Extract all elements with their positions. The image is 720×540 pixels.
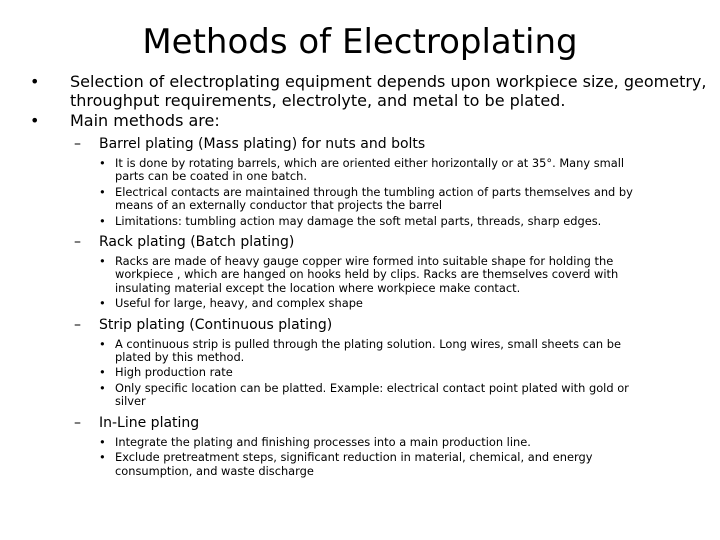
slide-title: Methods of Electroplating (142, 22, 578, 62)
dash-icon: – (74, 316, 81, 333)
bullet-dot-icon: • (30, 72, 40, 91)
bullet-dot-icon: • (99, 434, 106, 449)
point-text: Racks are made of heavy gauge copper wire formed into suitable shape for holding the workpiece , which are hanged on hooks held by clips. Racks are themselves coverd with insulating material except the location where workpiece make contact. (115, 254, 619, 295)
method-points (99, 436, 710, 478)
method-point (99, 366, 635, 379)
dash-icon: – (74, 136, 81, 152)
method-heading: Rack plating (Batch plating) (99, 234, 295, 251)
bullet-equipment-selection (30, 72, 710, 110)
method-rack-plating (74, 234, 710, 251)
method-point (99, 338, 635, 365)
method-point (99, 255, 635, 295)
bullet-dot-icon: • (30, 111, 40, 130)
method-point (99, 157, 635, 184)
point-text: Useful for large, heavy, and complex shape (115, 296, 363, 311)
method-heading: In-Line plating (99, 414, 200, 431)
method-point (99, 436, 635, 449)
dash-icon: – (74, 414, 81, 431)
point-text: A continuous strip is pulled through the plating solution. Long wires, small sheets can be plated by this method. (115, 336, 622, 365)
method-points (99, 157, 710, 228)
method-point (99, 297, 635, 310)
slide-content (30, 72, 710, 480)
method-point (99, 382, 635, 409)
method-point (99, 186, 635, 213)
point-text: High production rate (115, 365, 233, 380)
bullet-dot-icon: • (99, 450, 106, 465)
bullet-dot-icon: • (99, 156, 106, 170)
point-text: Limitations: tumbling action may damage the soft metal parts, threads, sharp edges. (115, 213, 602, 228)
point-text: It is done by rotating barrels, which are oriented either horizontally or at 35°. Many small parts can be coated in one batch. (115, 156, 625, 184)
method-heading: Barrel plating (Mass plating) for nuts and bolts (99, 136, 426, 152)
method-heading: Strip plating (Continuous plating) (99, 316, 333, 333)
bullet-main-methods (30, 111, 710, 130)
bullet-text: Selection of electroplating equipment depends upon workpiece size, geometry, throughput requirements, electrolyte, and metal to be plated. (70, 72, 707, 110)
method-points (99, 338, 710, 409)
method-point (99, 451, 635, 478)
point-text: Exclude pretreatment steps, significant reduction in material, chemical, and energy consumption, and waste discharge (115, 450, 593, 478)
bullet-dot-icon: • (99, 213, 106, 228)
point-text: Integrate the plating and finishing processes into a main production line. (115, 434, 531, 449)
point-text: Electrical contacts are maintained through the tumbling action of parts themselves and by means of an externally conductor that projects the barrel (115, 184, 633, 213)
method-points (99, 255, 710, 311)
bullet-dot-icon: • (99, 184, 106, 199)
dash-icon: – (74, 234, 81, 251)
bullet-dot-icon: • (99, 336, 106, 351)
method-in-line-plating (74, 415, 710, 432)
method-strip-plating (74, 317, 710, 334)
bullet-dot-icon: • (99, 254, 106, 269)
method-point (99, 215, 635, 228)
method-barrel-plating (74, 136, 710, 153)
bullet-dot-icon: • (99, 380, 106, 395)
bullet-dot-icon: • (99, 365, 106, 380)
bullet-text: Main methods are: (70, 111, 220, 130)
bullet-dot-icon: • (99, 296, 106, 311)
point-text: Only specific location can be platted. Example: electrical contact point plated with gold or silver (115, 380, 629, 409)
